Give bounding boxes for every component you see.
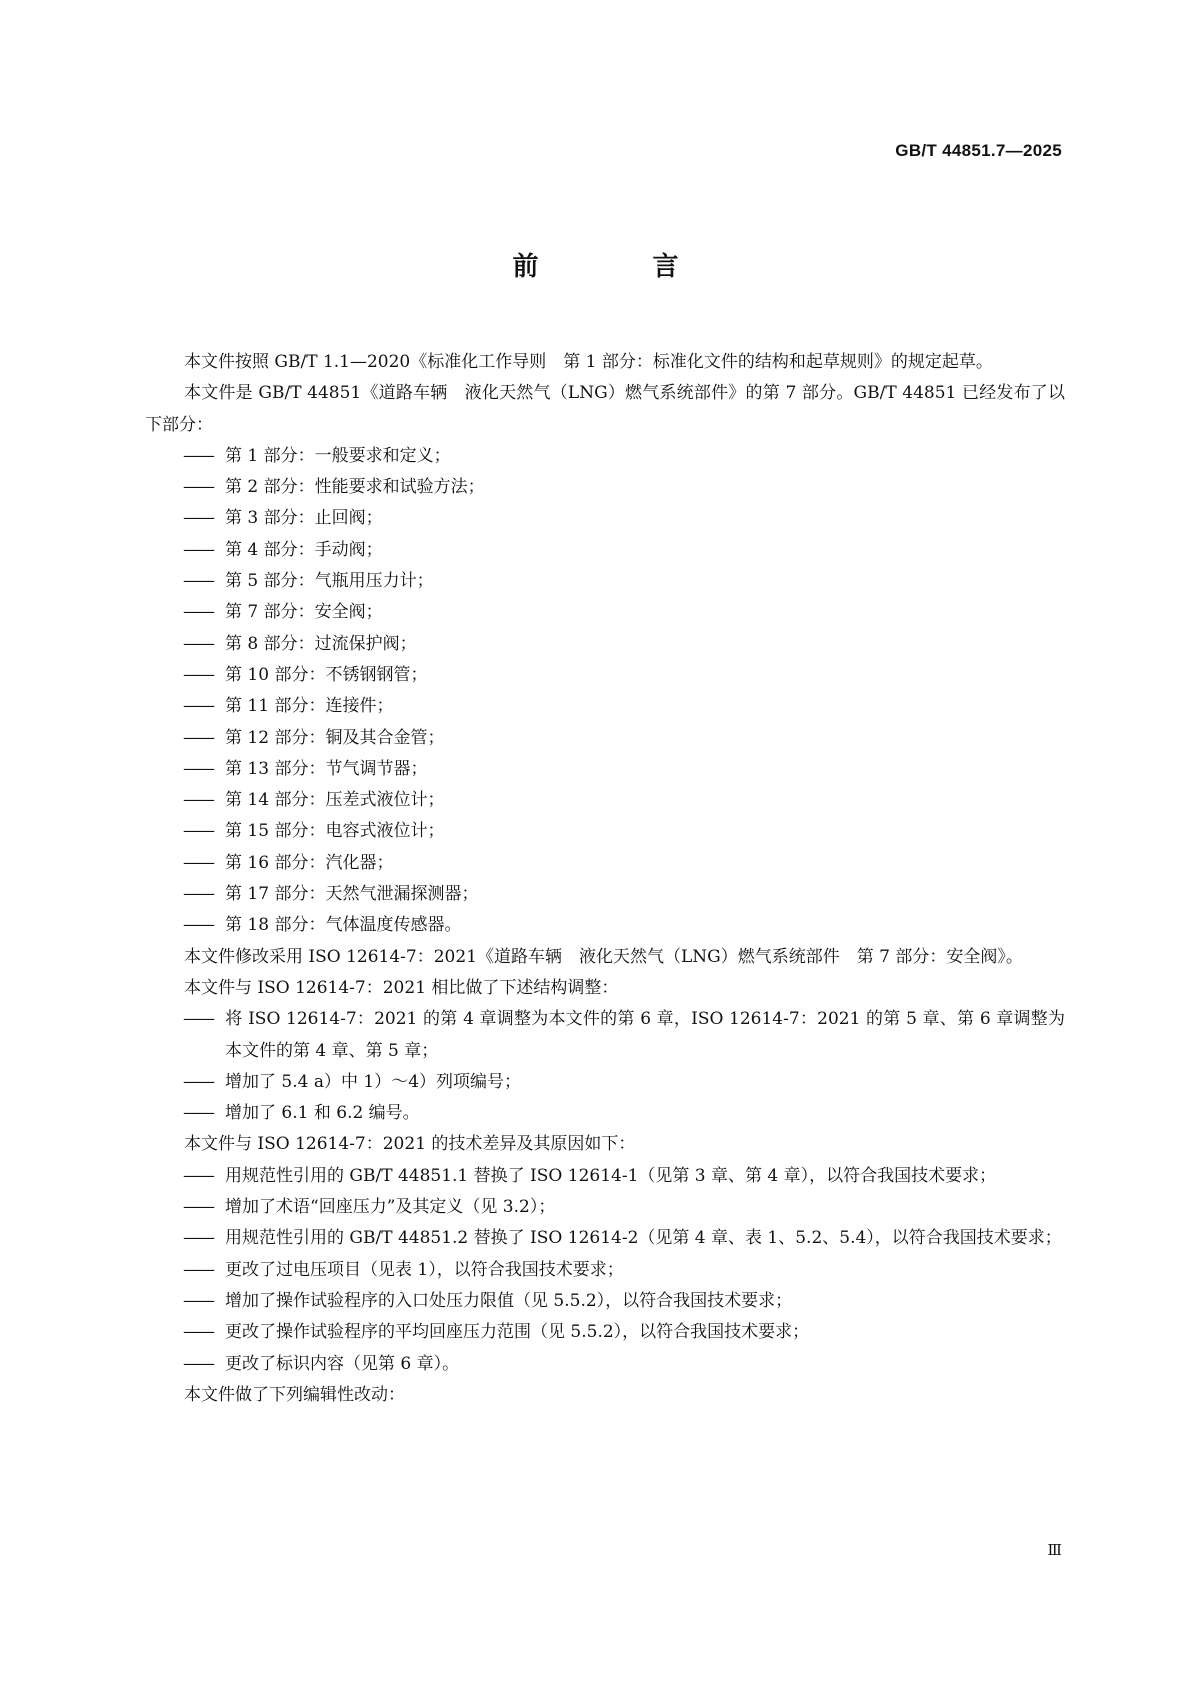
list-item: —— 将 ISO 12614-7：2021 的第 4 章调整为本文件的第 6 章，ISO 12614-7：2021 的第 5 章、第 6 章调整为本文件的第 4 章、第 5 章； bbox=[145, 1004, 1065, 1067]
list-item: —— 更改了操作试验程序的平均回座压力范围（见 5.5.2），以符合我国技术要求； bbox=[145, 1317, 1065, 1348]
list-item: —— 第 12 部分：铜及其合金管； bbox=[145, 723, 1065, 754]
list-item: —— 第 15 部分：电容式液位计； bbox=[145, 816, 1065, 847]
structure-intro: 本文件与 ISO 12614-7：2021 相比做了下述结构调整： bbox=[184, 977, 619, 998]
dash-marker: —— bbox=[183, 790, 213, 811]
dash-marker: —— bbox=[183, 508, 213, 529]
list-item: —— 用规范性引用的 GB/T 44851.1 替换了 ISO 12614-1（见第 3 章、第 4 章），以符合我国技术要求； bbox=[145, 1161, 1065, 1192]
list-item: —— 第 1 部分：一般要求和定义； bbox=[145, 441, 1065, 472]
list-item: —— 增加了 5.4 a）中 1）～4）列项编号； bbox=[145, 1067, 1065, 1098]
dash-marker: —— bbox=[183, 915, 213, 936]
dash-marker: —— bbox=[183, 696, 213, 717]
adoption-paragraph: 本文件修改采用 ISO 12614-7：2021《道路车辆 液化天然气（LNG）燃气系统部件 第 7 部分：安全阀》。 bbox=[184, 946, 1023, 967]
intro-paragraph: 本文件是 GB/T 44851《道路车辆 液化天然气（LNG）燃气系统部件》的第 7 部分。GB/T 44851 已经发布了以下部分： bbox=[145, 383, 1065, 435]
list-item: —— 第 8 部分：过流保护阀； bbox=[145, 629, 1065, 660]
list-item: —— 增加了操作试验程序的入口处压力限值（见 5.5.2），以符合我国技术要求； bbox=[145, 1286, 1065, 1317]
dash-marker: —— bbox=[183, 1165, 213, 1186]
list-item: —— 第 18 部分：气体温度传感器。 bbox=[145, 910, 1065, 941]
dash-marker: —— bbox=[183, 1259, 213, 1280]
dash-marker: —— bbox=[183, 727, 213, 748]
structure-changes-list bbox=[145, 1004, 1065, 1129]
list-item: —— 更改了过电压项目（见表 1），以符合我国技术要求； bbox=[145, 1255, 1065, 1286]
dash-marker: —— bbox=[183, 664, 213, 685]
list-item: —— 第 7 部分：安全阀； bbox=[145, 597, 1065, 628]
dash-marker: —— bbox=[183, 1071, 213, 1092]
document-code: GB/T 44851.7—2025 bbox=[895, 141, 1062, 160]
dash-marker: —— bbox=[183, 758, 213, 779]
dash-marker: —— bbox=[183, 539, 213, 560]
intro-paragraph: 本文件按照 GB/T 1.1—2020《标准化工作导则 第 1 部分：标准化文件的结构和起草规则》的规定起草。 bbox=[184, 352, 993, 372]
list-item: —— 第 16 部分：汽化器； bbox=[145, 848, 1065, 879]
dash-marker: —— bbox=[183, 445, 213, 466]
page-number: Ⅲ bbox=[1047, 1541, 1062, 1559]
list-item: —— 用规范性引用的 GB/T 44851.2 替换了 ISO 12614-2（见第 4 章、表 1、5.2、5.4），以符合我国技术要求； bbox=[145, 1223, 1065, 1254]
dash-marker: —— bbox=[183, 1009, 213, 1030]
list-item: —— 第 14 部分：压差式液位计； bbox=[145, 785, 1065, 816]
foreword-body bbox=[145, 347, 1065, 1411]
dash-marker: —— bbox=[183, 884, 213, 905]
dash-marker: —— bbox=[183, 1353, 213, 1374]
list-item: —— 增加了 6.1 和 6.2 编号。 bbox=[145, 1098, 1065, 1129]
dash-marker: —— bbox=[183, 1228, 213, 1249]
list-item: —— 第 3 部分：止回阀； bbox=[145, 503, 1065, 534]
list-item: —— 第 11 部分：连接件； bbox=[145, 691, 1065, 722]
technical-intro: 本文件与 ISO 12614-7：2021 的技术差异及其原因如下： bbox=[184, 1134, 636, 1155]
dash-marker: —— bbox=[183, 571, 213, 592]
dash-marker: —— bbox=[183, 477, 213, 498]
dash-marker: —— bbox=[183, 1290, 213, 1311]
list-item: —— 第 2 部分：性能要求和试验方法； bbox=[145, 472, 1065, 503]
dash-marker: —— bbox=[183, 633, 213, 654]
dash-marker: —— bbox=[183, 1197, 213, 1218]
parts-list bbox=[145, 441, 1065, 942]
list-item: —— 第 17 部分：天然气泄漏探测器； bbox=[145, 879, 1065, 910]
editorial-intro: 本文件做了下列编辑性改动： bbox=[184, 1384, 405, 1405]
list-item: —— 第 5 部分：气瓶用压力计； bbox=[145, 566, 1065, 597]
dash-marker: —— bbox=[183, 1322, 213, 1343]
dash-marker: —— bbox=[183, 852, 213, 873]
list-item: —— 第 10 部分：不锈钢钢管； bbox=[145, 660, 1065, 691]
dash-marker: —— bbox=[183, 1103, 213, 1124]
dash-marker: —— bbox=[183, 602, 213, 623]
list-item: —— 更改了标识内容（见第 6 章）。 bbox=[145, 1349, 1065, 1380]
list-item: —— 第 4 部分：手动阀； bbox=[145, 535, 1065, 566]
page-title: 前 言 bbox=[512, 252, 723, 282]
technical-changes-list bbox=[145, 1161, 1065, 1380]
list-item: —— 第 13 部分：节气调节器； bbox=[145, 754, 1065, 785]
list-item: —— 增加了术语“回座压力”及其定义（见 3.2）； bbox=[145, 1192, 1065, 1223]
dash-marker: —— bbox=[183, 821, 213, 842]
